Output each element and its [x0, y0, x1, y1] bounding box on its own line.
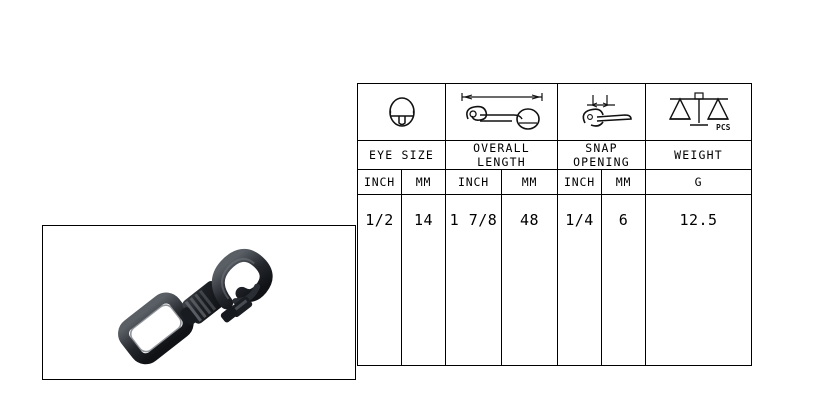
col-label-snap-opening: SNAP OPENING — [558, 141, 646, 170]
value-weight-g: 12.5 — [646, 195, 752, 366]
weight-icon-caption: PCS — [715, 123, 730, 132]
table-label-row — [358, 141, 752, 170]
value-snap-opening-mm: 6 — [602, 195, 646, 366]
unit-eye-size-mm: MM — [402, 170, 446, 195]
unit-snap-opening-mm: MM — [602, 170, 646, 195]
swivel-snap-hook-photo — [99, 231, 299, 375]
unit-eye-size-inch: INCH — [358, 170, 402, 195]
specification-table — [357, 83, 752, 366]
value-eye-size-inch: 1/2 — [358, 195, 402, 366]
value-snap-opening-inch: 1/4 — [558, 195, 602, 366]
col-label-overall-length: OVERALL LENGTH — [446, 141, 558, 170]
unit-overall-length-inch: INCH — [446, 170, 502, 195]
table-row — [358, 195, 752, 366]
overall-length-icon-cell — [446, 84, 558, 141]
eye-size-icon-cell — [358, 84, 446, 141]
weight-icon-cell — [646, 84, 752, 141]
unit-weight-g: G — [646, 170, 752, 195]
product-image-panel — [42, 225, 356, 380]
weight-scale-icon — [646, 89, 751, 135]
table-unit-row — [358, 170, 752, 195]
snap-opening-icon-cell — [558, 84, 646, 141]
eye-size-icon — [358, 90, 445, 134]
overall-length-icon — [446, 89, 557, 135]
col-label-weight: WEIGHT — [646, 141, 752, 170]
unit-snap-opening-inch: INCH — [558, 170, 602, 195]
value-eye-size-mm: 14 — [402, 195, 446, 366]
unit-overall-length-mm: MM — [502, 170, 558, 195]
snap-opening-icon — [558, 89, 645, 135]
table-icon-row — [358, 84, 752, 141]
col-label-eye-size: EYE SIZE — [358, 141, 446, 170]
value-overall-length-inch: 1 7/8 — [446, 195, 502, 366]
value-overall-length-mm: 48 — [502, 195, 558, 366]
